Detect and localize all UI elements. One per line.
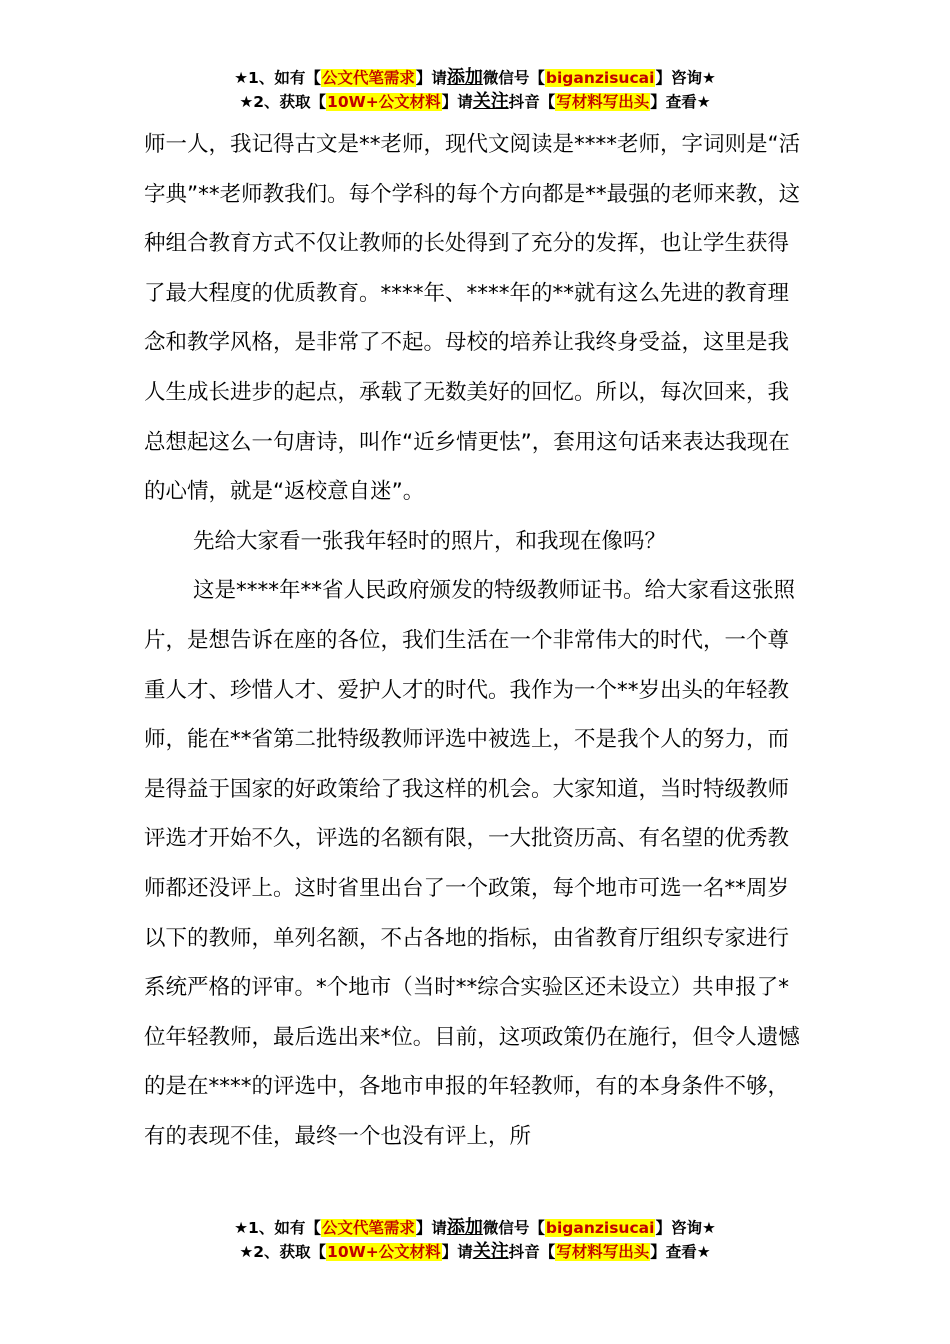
footer-line1-suffix: 】咨询★ (655, 1219, 716, 1237)
footer-banner (0, 1216, 950, 1264)
footer-line2-mid2: 抖音【 (508, 1243, 556, 1261)
banner-emphasis-add: 添加 (446, 67, 483, 88)
footer-line2-prefix: ★2、获取【 (239, 1243, 327, 1261)
banner-line1-mid2: 微信号【 (482, 69, 545, 87)
footer-highlight-douyin: 写材料写出头 (556, 1243, 650, 1261)
banner-line2-suffix: 】查看★ (650, 93, 711, 111)
banner-line2-prefix: ★2、获取【 (239, 93, 327, 111)
banner-emphasis-follow: 关注 (472, 91, 509, 112)
banner-highlight-materials: 10W+公文材料 (327, 93, 441, 111)
banner-line1-mid1: 】请 (415, 69, 447, 87)
footer-line1-mid1: 】请 (415, 1219, 447, 1237)
footer-line1-prefix: ★1、如有【 (234, 1219, 321, 1237)
document-body (144, 120, 806, 1161)
banner-line2-mid1: 】请 (441, 93, 473, 111)
footer-line1-mid2: 微信号【 (482, 1219, 545, 1237)
banner-line2-mid2: 抖音【 (508, 93, 556, 111)
footer-line2-suffix: 】查看★ (650, 1243, 711, 1261)
banner-line1-suffix: 】咨询★ (655, 69, 716, 87)
paragraph-2: 先给大家看一张我年轻时的照片，和我现在像吗？ (193, 528, 667, 554)
paragraph-1: 师一人，我记得古文是**老师，现代文阅读是****老师，字词则是“活字典”**老师教我们。每个学科的每个方向都是**最强的老师来教，这种组合教育方式不仅让教师的长处得到了充分的发挥，也让学生获得了最大程度的优质教育。****年、****年的**就有这么先进的教育理念和教学风格，是非常了不起。母校的培养让我终身受益，这里是我人生成长进步的起点，承载了无数美好的回忆。所以，每次回来，我总想起这么一句唐诗，叫作“近乡情更怯”，套用这句话来表达我现在的心情，就是“返校意自迷”。 (144, 132, 801, 505)
banner-highlight-douyin: 写材料写出头 (556, 93, 650, 111)
banner-line1-prefix: ★1、如有【 (234, 69, 321, 87)
footer-highlight-wechat: biganzisucai (545, 1219, 655, 1237)
banner-line-2 (0, 90, 950, 114)
footer-highlight-materials: 10W+公文材料 (327, 1243, 441, 1261)
footer-emphasis-follow: 关注 (472, 1241, 509, 1262)
footer-highlight-service: 公文代笔需求 (321, 1219, 415, 1237)
banner-highlight-wechat: biganzisucai (545, 69, 655, 87)
paragraph-3: 这是****年**省人民政府颁发的特级教师证书。给大家看这张照片，是想告诉在座的各位，我们生活在一个非常伟大的时代，一个尊重人才、珍惜人才、爱护人才的时代。我作为一个**岁出头的年轻教师，能在**省第二批特级教师评选中被选上，不是我个人的努力，而是得益于国家的好政策给了我这样的机会。大家知道，当时特级教师评选才开始不久，评选的名额有限，一大批资历高、有名望的优秀教师都还没评上。这时省里出台了一个政策，每个地市可选一名**周岁以下的教师，单列名额，不占各地的指标，由省教育厅组织专家进行系统严格的评审。*个地市（当时**综合实验区还未设立）共申报了*位年轻教师，最后选出来*位。目前，这项政策仍在施行，但令人遗憾的是在****的评选中，各地市申报的年轻教师，有的本身条件不够，有的表现不佳，最终一个也没有评上，所 (144, 578, 800, 1149)
footer-line2-mid1: 】请 (441, 1243, 473, 1261)
footer-line-1 (0, 1216, 950, 1240)
footer-emphasis-add: 添加 (446, 1217, 483, 1238)
header-banner (0, 66, 950, 114)
banner-line-1 (0, 66, 950, 90)
footer-line-2 (0, 1240, 950, 1264)
banner-highlight-service: 公文代笔需求 (321, 69, 415, 87)
